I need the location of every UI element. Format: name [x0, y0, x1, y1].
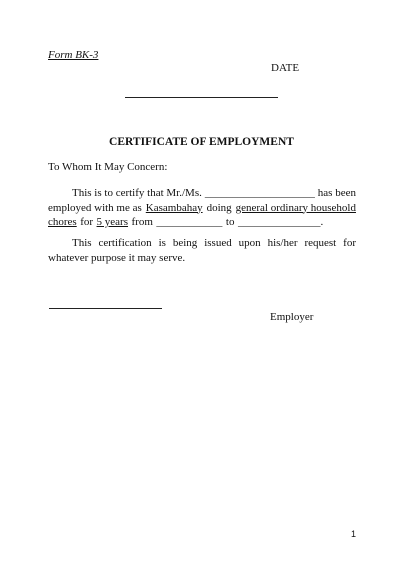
certificate-title: CERTIFICATE OF EMPLOYMENT [109, 136, 294, 148]
text-fragment: for [80, 216, 94, 228]
duration: 5 years [96, 216, 129, 228]
text-fragment: from [131, 216, 153, 228]
from-date-blank: ____________ [156, 216, 223, 228]
paragraph-line [48, 201, 356, 216]
salutation: To Whom It May Concern: [48, 161, 168, 173]
form-label: Form BK-3 [48, 49, 99, 61]
text-fragment: doing [206, 201, 232, 214]
employer-label: Employer [270, 311, 314, 323]
paragraph-line [48, 186, 356, 201]
page-number: 1 [351, 529, 357, 539]
text-fragment: This certification is being issued upon his/her request for [72, 237, 356, 249]
duties: general ordinary household [235, 201, 356, 214]
text-fragment: has been [317, 187, 356, 199]
text-fragment: whatever purpose it may serve. [48, 251, 186, 264]
date-line [125, 97, 278, 98]
to-date-blank: _______________. [237, 216, 324, 228]
text-fragment: This is to certify that Mr./Ms. [72, 187, 202, 199]
duties-continued: chores [48, 216, 77, 228]
paragraph-line [48, 236, 356, 251]
date-label: DATE [271, 62, 300, 74]
signature-line [49, 308, 162, 309]
job-title: Kasambahay [145, 201, 203, 214]
paragraph-line [48, 251, 356, 266]
text-fragment: to [225, 216, 235, 228]
certification-paragraph [48, 186, 356, 230]
text-fragment: employed with me as [48, 201, 142, 214]
paragraph-line [48, 215, 356, 230]
name-blank: ____________________ [204, 187, 315, 199]
purpose-paragraph [48, 236, 356, 265]
